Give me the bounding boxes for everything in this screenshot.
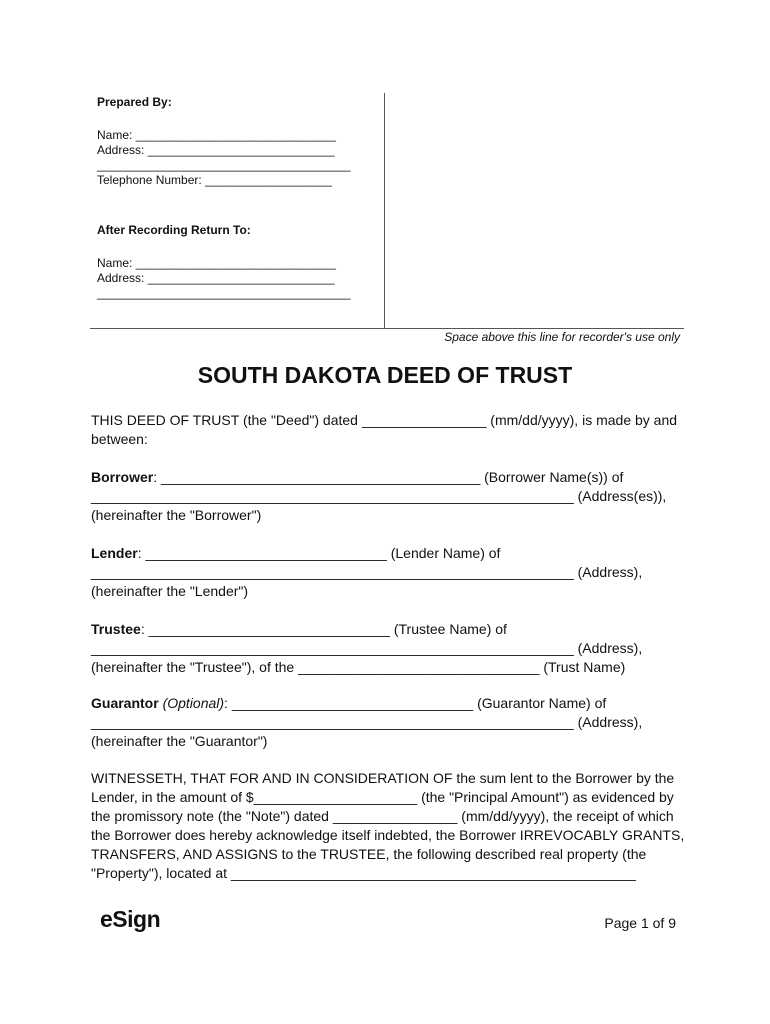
return-to-label: After Recording Return To:	[97, 223, 251, 237]
intro-line: THIS DEED OF TRUST (the "Deed") dated ________________ (mm/dd/yyyy), is made by and	[91, 412, 678, 428]
recorder-note: Space above this line for recorder's use only	[444, 330, 680, 344]
trustee-name-field[interactable]: : _______________________________ (Trustee Name) of	[140, 621, 507, 637]
guarantor-optional-note: (Optional)	[158, 695, 225, 711]
lender-address-field[interactable]: ______________________________________________________________ (Address),	[91, 564, 643, 580]
borrower-label: Borrower	[91, 469, 154, 485]
witnesseth-line: TRANSFERS, AND ASSIGNS to the TRUSTEE, the following described real property (the	[91, 846, 647, 862]
return-to-name-field[interactable]: Name: ______________________________	[97, 256, 336, 270]
guarantor-label: Guarantor	[91, 695, 159, 711]
page-number: Page 1 of 9	[604, 915, 676, 931]
guarantor-name-field[interactable]: : _______________________________ (Guarantor Name) of	[224, 695, 607, 711]
witnesseth-line: WITNESSETH, THAT FOR AND IN CONSIDERATION OF the sum lent to the Borrower by the	[91, 770, 675, 786]
return-to-address-field[interactable]: Address: ____________________________	[97, 271, 335, 285]
prepared-by-address-field[interactable]: Address: ____________________________	[97, 143, 335, 157]
principal-amount-line[interactable]: Lender, in the amount of $_____________________ (the "Principal Amount") as evidenced by	[91, 789, 674, 805]
prepared-by-telephone-field[interactable]: Telephone Number: ___________________	[97, 173, 332, 187]
lender-name-field[interactable]: : _______________________________ (Lender Name) of	[137, 545, 501, 561]
document-title: SOUTH DAKOTA DEED OF TRUST	[197, 362, 573, 388]
recorder-space-line	[90, 328, 684, 329]
guarantor-name-line[interactable]	[91, 694, 606, 712]
note-date-line[interactable]: the promissory note (the "Note") dated ________________ (mm/dd/yyyy), the receipt of which	[91, 808, 674, 824]
trustee-address-field[interactable]: ______________________________________________________________ (Address),	[91, 640, 643, 656]
prepared-by-label: Prepared By:	[97, 95, 172, 109]
lender-hereinafter: (hereinafter the "Lender")	[91, 583, 249, 599]
borrower-name-field[interactable]: : _________________________________________ (Borrower Name(s)) of	[153, 469, 624, 485]
intro-line: between:	[91, 431, 148, 447]
borrower-address-field[interactable]: ______________________________________________________________ (Address(es)),	[91, 488, 667, 504]
recording-box-divider	[384, 93, 385, 329]
esign-logo: eSign	[100, 906, 161, 932]
prepared-by-address-line2-field[interactable]: ______________________________________	[97, 158, 351, 172]
property-location-line[interactable]: "Property"), located at ____________________________________________________	[91, 865, 636, 881]
trustee-name-line[interactable]	[91, 620, 507, 638]
guarantor-address-field[interactable]: ______________________________________________________________ (Address),	[91, 714, 643, 730]
guarantor-hereinafter: (hereinafter the "Guarantor")	[91, 733, 268, 749]
borrower-hereinafter: (hereinafter the "Borrower")	[91, 507, 262, 523]
borrower-name-line[interactable]	[91, 468, 623, 486]
trustee-label: Trustee	[91, 621, 141, 637]
trustee-trust-name-field[interactable]: (hereinafter the "Trustee"), of the _______________________________ (Trust Name)	[91, 659, 626, 675]
return-to-address-line2-field[interactable]: ______________________________________	[97, 286, 351, 300]
witnesseth-line: the Borrower does hereby acknowledge itself indebted, the Borrower IRREVOCABLY GRANTS,	[91, 827, 685, 843]
lender-label: Lender	[91, 545, 138, 561]
lender-name-line[interactable]	[91, 544, 500, 562]
prepared-by-name-field[interactable]: Name: ______________________________	[97, 128, 336, 142]
